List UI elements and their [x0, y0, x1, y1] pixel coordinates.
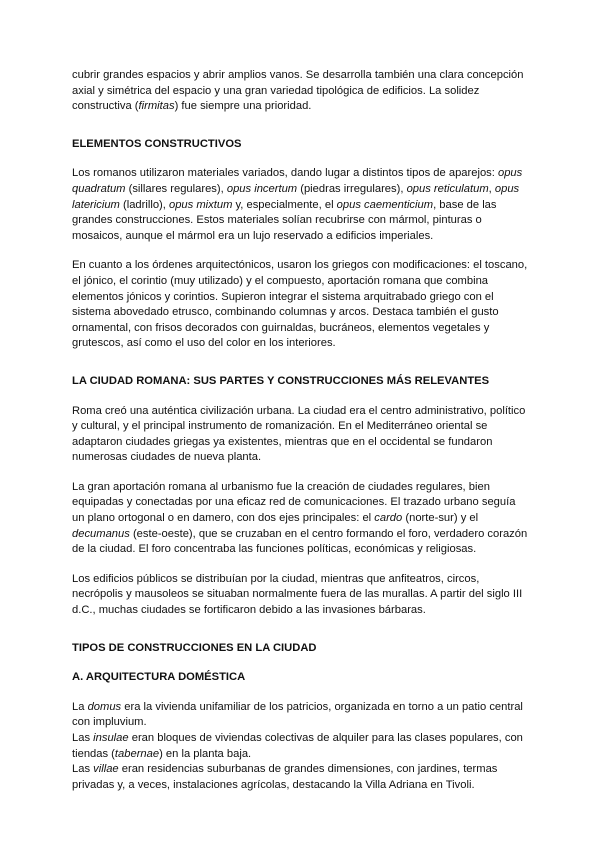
text-run: (ladrillo), — [119, 198, 169, 211]
italic-term: domus — [87, 700, 122, 713]
intro-italic-term: firmitas — [138, 100, 175, 113]
text-run: eran residencias suburbanas de grandes dimensiones, con jardines, termas privadas y, a veces, instalaciones agrícolas, destacando la Villa Adriana en Tivoli. — [72, 763, 498, 791]
italic-term: villae — [93, 763, 119, 776]
heading-arquitectura-domestica: A. ARQUITECTURA DOMÉSTICA — [72, 671, 246, 684]
intro-text-end: ) fue siempre una prioridad. — [174, 100, 312, 113]
paragraph-urbanismo — [72, 480, 528, 558]
paragraph-materiales — [72, 166, 528, 244]
italic-term: tabernae — [114, 747, 160, 760]
italic-term: opus latericium — [72, 182, 520, 211]
text-run: La gran aportación romana al urbanismo fue la creación de ciudades regulares, bien equipadas y conectadas por una eficaz red de comunicaciones. El trazado urbano seguía un plano ortogonal o en damero, con dos ejes principales: el — [72, 480, 516, 525]
text-run: y, especialmente, el — [232, 198, 337, 211]
italic-term: cardo — [374, 512, 403, 525]
italic-term: opus caementicium — [336, 198, 434, 211]
paragraph-edificios-publicos: Los edificios públicos se distribuían por la ciudad, mientras que anfiteatros, circos, necrópolis y mausoleos se situaban normalmente fuera de las murallas. A partir del siglo III d.C., muchas ciudades se fortificaron debido a las invasiones bárbaras. — [72, 572, 523, 617]
text-run: Las — [72, 763, 94, 776]
text-run: (norte-sur) y el — [402, 512, 479, 525]
line-domus — [72, 700, 528, 731]
text-run: , — [488, 182, 495, 195]
intro-text: cubrir grandes espacios y abrir amplios vanos. Se desarrolla también una clara concepción axial y simétrica del espacio y una gran variedad tipológica de edificios. La solidez constructiva ( — [72, 69, 524, 113]
text-run: La — [72, 700, 88, 713]
line-insulae — [72, 731, 528, 762]
text-run: (piedras irregulares), — [297, 182, 407, 195]
line-villae — [72, 762, 528, 793]
paragraph-civilizacion-urbana: Roma creó una auténtica civilización urbana. La ciudad era el centro administrativo, político y cultural, y el principal instrumento de romanización. En el Mediterráneo oriental se adaptaron ciudades griegas ya existentes, mientras que en el occidental se fundaron numerosas ciudades de nueva planta. — [72, 404, 526, 464]
heading-elementos-constructivos: ELEMENTOS CONSTRUCTIVOS — [72, 137, 242, 150]
text-run: (este-oeste), que se cruzaban en el centro formando el foro, verdadero corazón de la ciudad. El foro concentraba las funciones políticas, económicas y religiosas. — [72, 527, 528, 556]
heading-ciudad-romana: LA CIUDAD ROMANA: SUS PARTES Y CONSTRUCCIONES MÁS RELEVANTES — [72, 374, 490, 387]
text-run: , base de las grandes construcciones. Estos materiales solían recubrirse con mármol, pinturas o mosaicos, aunque el mármol era un lujo reservado a edificios imperiales. — [72, 198, 497, 242]
italic-term: decumanus — [72, 527, 130, 540]
text-run: era la vivienda unifamiliar de los patricios, organizada en torno a un patio central con impluvium. — [72, 700, 523, 729]
text-run: ) en la planta baja. — [159, 747, 252, 760]
italic-term: insulae — [93, 732, 129, 744]
heading-tipos-construcciones: TIPOS DE CONSTRUCCIONES EN LA CIUDAD — [72, 641, 317, 654]
paragraph-ordenes: En cuanto a los órdenes arquitectónicos, usaron los griegos con modificaciones: el toscano, el jónico, el corintio (muy utilizado) y el compuesto, aportación romana que combina elementos jónicos y corintios. Supieron integrar el sistema arquitrabado griego con el sistema abovedado etrusco, combinando columnas y arcos. Destaca también el gusto ornamental, con frisos decorados con guirnaldas, bucráneos, elementos vegetales y grutescos, así como el uso del color en los interiores. — [72, 259, 528, 350]
italic-term: opus incertum — [226, 182, 298, 195]
intro-paragraph — [72, 68, 528, 115]
italic-term: opus mixtum — [168, 198, 233, 211]
italic-term: opus quadratum — [72, 167, 523, 195]
text-run: eran bloques de viviendas colectivas de alquiler para las clases populares, con tiendas ( — [72, 732, 523, 760]
text-run: Las — [72, 732, 94, 744]
text-run: (sillares regulares), — [125, 182, 227, 195]
italic-term: opus reticulatum — [406, 182, 489, 195]
paragraph-vivienda — [72, 700, 528, 794]
text-run: Los romanos utilizaron materiales variados, dando lugar a distintos tipos de aparejos: — [72, 167, 498, 180]
